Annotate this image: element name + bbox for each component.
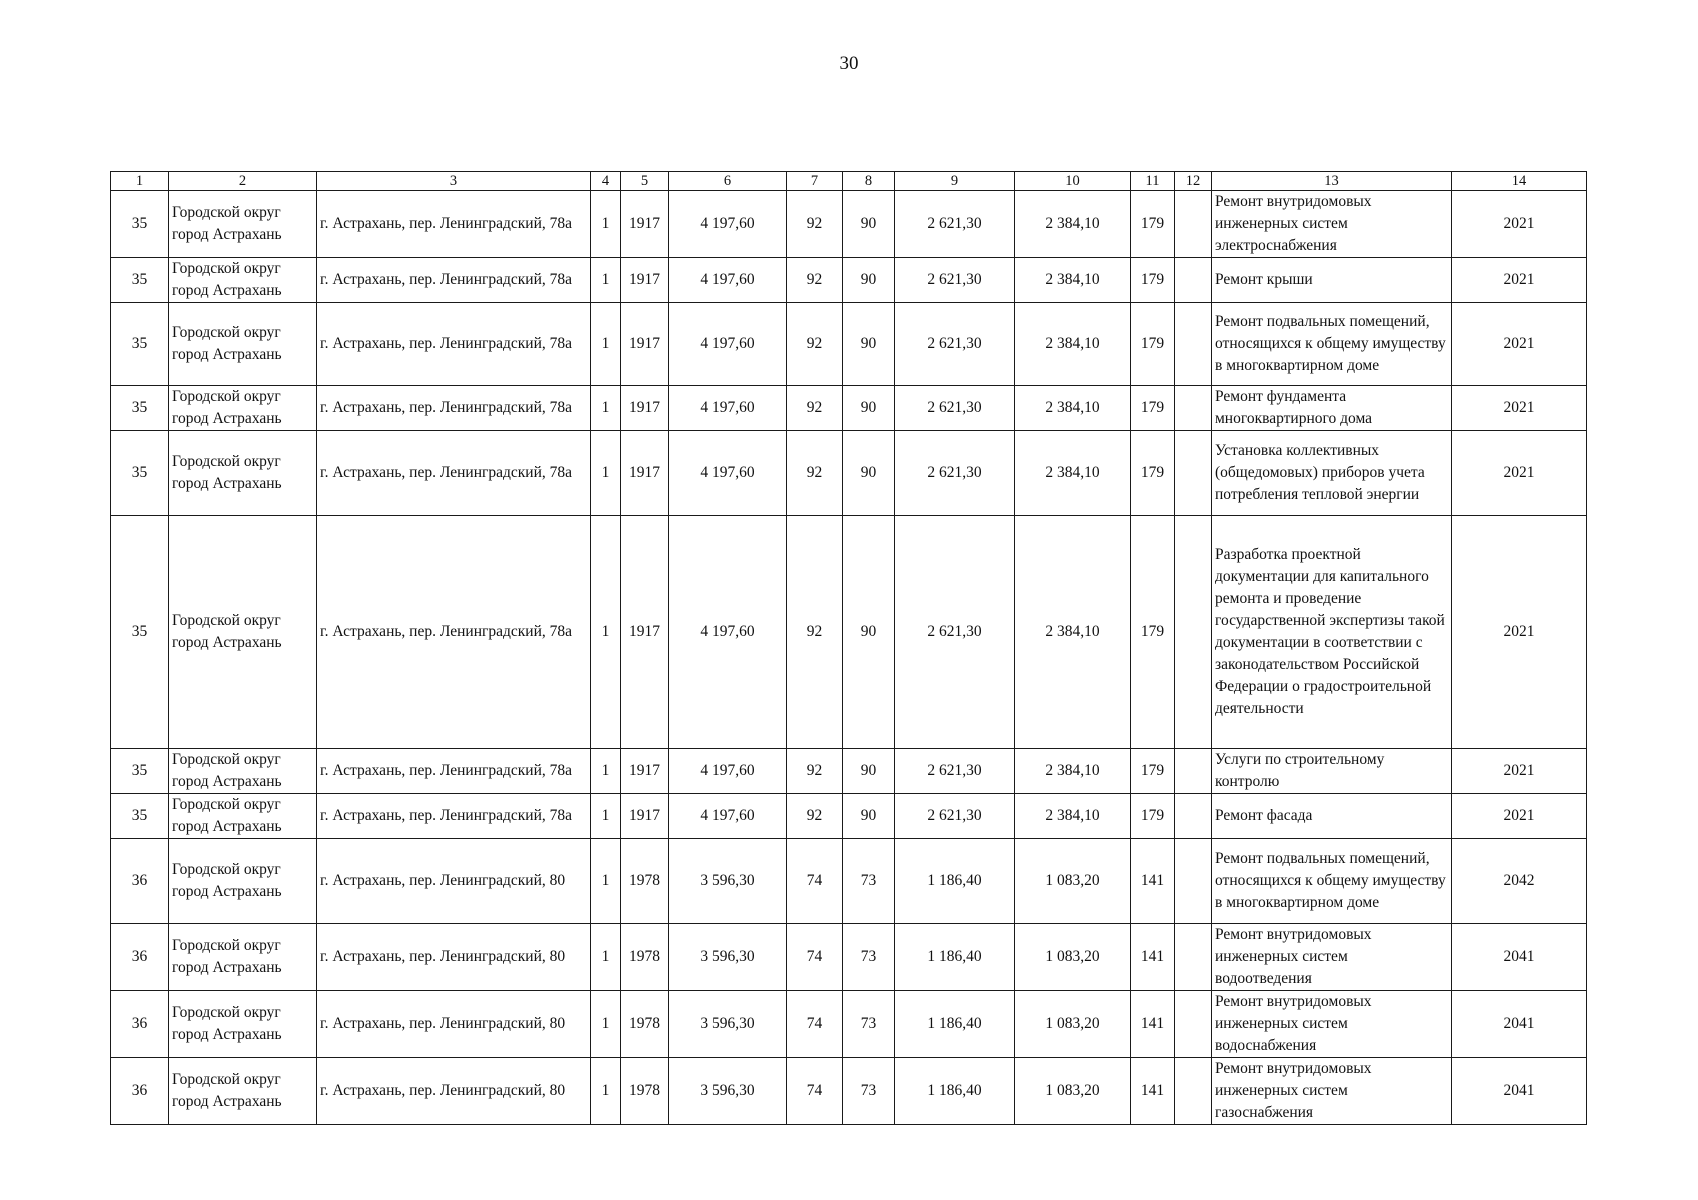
col8-cell: 73 xyxy=(843,839,895,924)
year-cell: 1917 xyxy=(621,431,669,516)
work-type-cell: Ремонт подвальных помещений, относящихся к общему имуществу в многоквартирном доме xyxy=(1212,303,1452,386)
col7-cell: 74 xyxy=(787,839,843,924)
col7-cell: 92 xyxy=(787,191,843,258)
area-cell: 2 621,30 xyxy=(895,303,1015,386)
col8-cell: 73 xyxy=(843,924,895,991)
year-cell: 1978 xyxy=(621,924,669,991)
municipality-cell: Городской округ город Астрахань xyxy=(169,991,317,1058)
year-cell: 1917 xyxy=(621,386,669,431)
residents-cell: 179 xyxy=(1131,516,1175,749)
work-type-cell: Ремонт крыши xyxy=(1212,258,1452,303)
area-cell: 2 621,30 xyxy=(895,191,1015,258)
residents-cell: 179 xyxy=(1131,794,1175,839)
col8-cell: 73 xyxy=(843,1058,895,1125)
col12-cell xyxy=(1175,1058,1212,1125)
col8-cell: 90 xyxy=(843,516,895,749)
planned-year-cell: 2021 xyxy=(1452,303,1587,386)
address-cell: г. Астрахань, пер. Ленинградский, 78а xyxy=(317,749,591,794)
area-residential-cell: 2 384,10 xyxy=(1015,794,1131,839)
column-number: 9 xyxy=(895,172,1015,191)
year-cell: 1978 xyxy=(621,1058,669,1125)
planned-year-cell: 2041 xyxy=(1452,1058,1587,1125)
area-residential-cell: 1 083,20 xyxy=(1015,991,1131,1058)
area-residential-cell: 2 384,10 xyxy=(1015,191,1131,258)
residents-cell: 179 xyxy=(1131,386,1175,431)
planned-year-cell: 2021 xyxy=(1452,258,1587,303)
col12-cell xyxy=(1175,303,1212,386)
col7-cell: 92 xyxy=(787,794,843,839)
residents-cell: 179 xyxy=(1131,303,1175,386)
year-cell: 1978 xyxy=(621,839,669,924)
count-cell: 1 xyxy=(591,431,621,516)
count-cell: 1 xyxy=(591,303,621,386)
area-total-cell: 3 596,30 xyxy=(669,991,787,1058)
column-number: 7 xyxy=(787,172,843,191)
col12-cell xyxy=(1175,516,1212,749)
col12-cell xyxy=(1175,258,1212,303)
residents-cell: 141 xyxy=(1131,839,1175,924)
area-cell: 2 621,30 xyxy=(895,516,1015,749)
work-type-cell: Ремонт внутридомовых инженерных систем водоотведения xyxy=(1212,924,1452,991)
work-type-cell: Услуги по строительному контролю xyxy=(1212,749,1452,794)
col7-cell: 92 xyxy=(787,386,843,431)
address-cell: г. Астрахань, пер. Ленинградский, 80 xyxy=(317,991,591,1058)
area-total-cell: 4 197,60 xyxy=(669,794,787,839)
area-residential-cell: 1 083,20 xyxy=(1015,839,1131,924)
work-type-cell: Ремонт внутридомовых инженерных систем водоснабжения xyxy=(1212,991,1452,1058)
municipality-cell: Городской округ город Астрахань xyxy=(169,749,317,794)
area-cell: 1 186,40 xyxy=(895,839,1015,924)
col7-cell: 92 xyxy=(787,516,843,749)
object-number-cell: 36 xyxy=(111,839,169,924)
planned-year-cell: 2021 xyxy=(1452,386,1587,431)
municipality-cell: Городской округ город Астрахань xyxy=(169,191,317,258)
address-cell: г. Астрахань, пер. Ленинградский, 78а xyxy=(317,516,591,749)
col12-cell xyxy=(1175,749,1212,794)
municipality-cell: Городской округ город Астрахань xyxy=(169,516,317,749)
municipality-cell: Городской округ город Астрахань xyxy=(169,924,317,991)
object-number-cell: 36 xyxy=(111,924,169,991)
residents-cell: 141 xyxy=(1131,1058,1175,1125)
col7-cell: 92 xyxy=(787,431,843,516)
work-type-cell: Установка коллективных (общедомовых) приборов учета потребления тепловой энергии xyxy=(1212,431,1452,516)
address-cell: г. Астрахань, пер. Ленинградский, 80 xyxy=(317,839,591,924)
address-cell: г. Астрахань, пер. Ленинградский, 80 xyxy=(317,924,591,991)
residents-cell: 179 xyxy=(1131,431,1175,516)
year-cell: 1917 xyxy=(621,258,669,303)
object-number-cell: 36 xyxy=(111,991,169,1058)
address-cell: г. Астрахань, пер. Ленинградский, 78а xyxy=(317,431,591,516)
col12-cell xyxy=(1175,839,1212,924)
work-type-cell: Ремонт фасада xyxy=(1212,794,1452,839)
object-number-cell: 35 xyxy=(111,386,169,431)
col12-cell xyxy=(1175,191,1212,258)
column-number: 2 xyxy=(169,172,317,191)
object-number-cell: 35 xyxy=(111,258,169,303)
planned-year-cell: 2041 xyxy=(1452,991,1587,1058)
area-residential-cell: 2 384,10 xyxy=(1015,516,1131,749)
area-cell: 2 621,30 xyxy=(895,749,1015,794)
column-number: 4 xyxy=(591,172,621,191)
column-number: 12 xyxy=(1175,172,1212,191)
area-cell: 1 186,40 xyxy=(895,991,1015,1058)
area-cell: 1 186,40 xyxy=(895,924,1015,991)
count-cell: 1 xyxy=(591,258,621,303)
col8-cell: 90 xyxy=(843,191,895,258)
col12-cell xyxy=(1175,991,1212,1058)
table-row xyxy=(111,1058,1587,1125)
column-number: 3 xyxy=(317,172,591,191)
area-cell: 2 621,30 xyxy=(895,431,1015,516)
col8-cell: 90 xyxy=(843,258,895,303)
municipality-cell: Городской округ город Астрахань xyxy=(169,303,317,386)
col7-cell: 92 xyxy=(787,303,843,386)
col7-cell: 92 xyxy=(787,258,843,303)
address-cell: г. Астрахань, пер. Ленинградский, 80 xyxy=(317,1058,591,1125)
area-residential-cell: 2 384,10 xyxy=(1015,258,1131,303)
table-row xyxy=(111,258,1587,303)
area-total-cell: 4 197,60 xyxy=(669,749,787,794)
municipality-cell: Городской округ город Астрахань xyxy=(169,794,317,839)
area-total-cell: 4 197,60 xyxy=(669,303,787,386)
area-total-cell: 4 197,60 xyxy=(669,191,787,258)
planned-year-cell: 2021 xyxy=(1452,749,1587,794)
col12-cell xyxy=(1175,431,1212,516)
address-cell: г. Астрахань, пер. Ленинградский, 78а xyxy=(317,386,591,431)
address-cell: г. Астрахань, пер. Ленинградский, 78а xyxy=(317,794,591,839)
object-number-cell: 35 xyxy=(111,516,169,749)
col8-cell: 90 xyxy=(843,794,895,839)
address-cell: г. Астрахань, пер. Ленинградский, 78а xyxy=(317,258,591,303)
count-cell: 1 xyxy=(591,386,621,431)
col7-cell: 74 xyxy=(787,924,843,991)
table-row xyxy=(111,749,1587,794)
area-residential-cell: 1 083,20 xyxy=(1015,924,1131,991)
area-residential-cell: 2 384,10 xyxy=(1015,749,1131,794)
table-row xyxy=(111,386,1587,431)
count-cell: 1 xyxy=(591,794,621,839)
table-row xyxy=(111,924,1587,991)
planned-year-cell: 2021 xyxy=(1452,431,1587,516)
area-cell: 2 621,30 xyxy=(895,794,1015,839)
area-residential-cell: 2 384,10 xyxy=(1015,386,1131,431)
work-type-cell: Ремонт внутридомовых инженерных систем газоснабжения xyxy=(1212,1058,1452,1125)
address-cell: г. Астрахань, пер. Ленинградский, 78а xyxy=(317,191,591,258)
year-cell: 1917 xyxy=(621,794,669,839)
area-total-cell: 4 197,60 xyxy=(669,516,787,749)
municipality-cell: Городской округ город Астрахань xyxy=(169,258,317,303)
column-number: 14 xyxy=(1452,172,1587,191)
object-number-cell: 35 xyxy=(111,191,169,258)
work-type-cell: Ремонт подвальных помещений, относящихся к общему имуществу в многоквартирном доме xyxy=(1212,839,1452,924)
area-total-cell: 3 596,30 xyxy=(669,1058,787,1125)
area-total-cell: 4 197,60 xyxy=(669,431,787,516)
year-cell: 1917 xyxy=(621,303,669,386)
residents-cell: 179 xyxy=(1131,749,1175,794)
column-number: 11 xyxy=(1131,172,1175,191)
table-row xyxy=(111,431,1587,516)
count-cell: 1 xyxy=(591,749,621,794)
work-type-cell: Ремонт фундамента многоквартирного дома xyxy=(1212,386,1452,431)
column-number-row xyxy=(111,172,1587,191)
table-row xyxy=(111,516,1587,749)
planned-year-cell: 2021 xyxy=(1452,191,1587,258)
municipality-cell: Городской округ город Астрахань xyxy=(169,431,317,516)
object-number-cell: 36 xyxy=(111,1058,169,1125)
planned-year-cell: 2041 xyxy=(1452,924,1587,991)
table-body xyxy=(111,172,1587,1125)
planned-year-cell: 2021 xyxy=(1452,794,1587,839)
work-type-cell: Ремонт внутридомовых инженерных систем электроснабжения xyxy=(1212,191,1452,258)
area-residential-cell: 2 384,10 xyxy=(1015,431,1131,516)
object-number-cell: 35 xyxy=(111,749,169,794)
planned-year-cell: 2021 xyxy=(1452,516,1587,749)
year-cell: 1917 xyxy=(621,191,669,258)
residents-cell: 179 xyxy=(1131,191,1175,258)
residents-cell: 141 xyxy=(1131,991,1175,1058)
count-cell: 1 xyxy=(591,924,621,991)
object-number-cell: 35 xyxy=(111,431,169,516)
column-number: 1 xyxy=(111,172,169,191)
work-type-cell: Разработка проектной документации для капитального ремонта и проведение государственной экспертизы такой документации в соответствии с законодательством Российской Федерации о градостроительной деятельности xyxy=(1212,516,1452,749)
count-cell: 1 xyxy=(591,991,621,1058)
residents-cell: 141 xyxy=(1131,924,1175,991)
area-total-cell: 4 197,60 xyxy=(669,258,787,303)
column-number: 13 xyxy=(1212,172,1452,191)
area-total-cell: 3 596,30 xyxy=(669,924,787,991)
col8-cell: 90 xyxy=(843,431,895,516)
col8-cell: 90 xyxy=(843,749,895,794)
col7-cell: 74 xyxy=(787,1058,843,1125)
address-cell: г. Астрахань, пер. Ленинградский, 78а xyxy=(317,303,591,386)
year-cell: 1917 xyxy=(621,749,669,794)
col8-cell: 73 xyxy=(843,991,895,1058)
col12-cell xyxy=(1175,386,1212,431)
residents-cell: 179 xyxy=(1131,258,1175,303)
area-cell: 2 621,30 xyxy=(895,386,1015,431)
area-total-cell: 4 197,60 xyxy=(669,386,787,431)
col8-cell: 90 xyxy=(843,303,895,386)
municipality-cell: Городской округ город Астрахань xyxy=(169,839,317,924)
column-number: 6 xyxy=(669,172,787,191)
table-row xyxy=(111,794,1587,839)
table-row xyxy=(111,303,1587,386)
page-number: 30 xyxy=(839,53,859,74)
capital-repair-table xyxy=(110,171,1587,1125)
planned-year-cell: 2042 xyxy=(1452,839,1587,924)
area-residential-cell: 2 384,10 xyxy=(1015,303,1131,386)
object-number-cell: 35 xyxy=(111,303,169,386)
year-cell: 1978 xyxy=(621,991,669,1058)
count-cell: 1 xyxy=(591,839,621,924)
column-number: 10 xyxy=(1015,172,1131,191)
year-cell: 1917 xyxy=(621,516,669,749)
area-residential-cell: 1 083,20 xyxy=(1015,1058,1131,1125)
col7-cell: 74 xyxy=(787,991,843,1058)
col8-cell: 90 xyxy=(843,386,895,431)
municipality-cell: Городской округ город Астрахань xyxy=(169,386,317,431)
col12-cell xyxy=(1175,924,1212,991)
object-number-cell: 35 xyxy=(111,794,169,839)
count-cell: 1 xyxy=(591,516,621,749)
municipality-cell: Городской округ город Астрахань xyxy=(169,1058,317,1125)
col12-cell xyxy=(1175,794,1212,839)
column-number: 8 xyxy=(843,172,895,191)
col7-cell: 92 xyxy=(787,749,843,794)
area-cell: 1 186,40 xyxy=(895,1058,1015,1125)
area-cell: 2 621,30 xyxy=(895,258,1015,303)
table-row xyxy=(111,839,1587,924)
count-cell: 1 xyxy=(591,191,621,258)
column-number: 5 xyxy=(621,172,669,191)
table-row xyxy=(111,991,1587,1058)
area-total-cell: 3 596,30 xyxy=(669,839,787,924)
count-cell: 1 xyxy=(591,1058,621,1125)
table-row xyxy=(111,191,1587,258)
